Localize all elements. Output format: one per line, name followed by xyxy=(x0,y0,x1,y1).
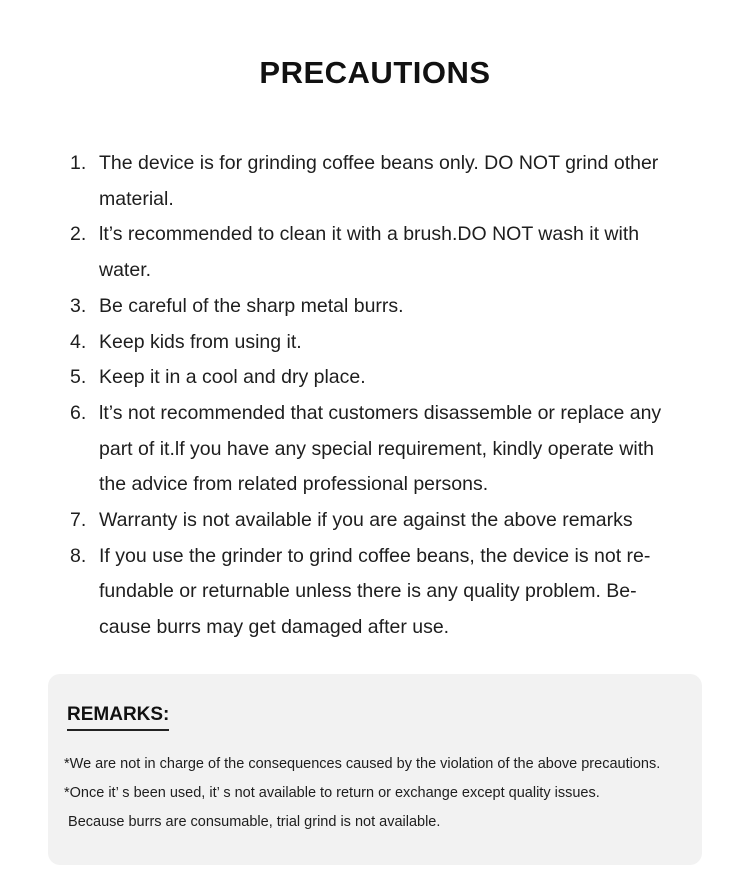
item-text: lt’s not recommended that customers disassemble or replace any part of it.lf you have any special requirement, kindly operate with the advice from related professional persons. xyxy=(99,401,662,496)
page-title: PRECAUTIONS xyxy=(259,55,491,90)
precautions-list xyxy=(70,146,680,646)
item-text: The device is for grinding coffee beans only. DO NOT grind other material. xyxy=(99,152,659,210)
remark-line: *We are not in charge of the consequences caused by the violation of the above precautions. xyxy=(64,756,661,772)
item-number: 6. xyxy=(70,401,87,424)
list-item xyxy=(70,539,680,646)
remark-line: Because burrs are consumable, trial grind is not available. xyxy=(64,814,441,830)
item-number: 2. xyxy=(70,223,87,246)
item-text: Be careful of the sharp metal burrs. xyxy=(99,294,404,317)
item-number: 7. xyxy=(70,509,87,532)
item-number: 8. xyxy=(70,544,87,567)
item-number: 1. xyxy=(70,152,87,174)
item-number: 5. xyxy=(70,366,87,389)
item-number: 4. xyxy=(70,330,87,353)
item-text: lt’s recommended to clean it with a brush.DO NOT wash it with water. xyxy=(99,223,640,282)
list-item xyxy=(70,217,680,288)
remarks-lines xyxy=(64,750,700,837)
item-number: 3. xyxy=(70,294,87,317)
remark-line: *Once it’ s been used, it’ s not available to return or exchange except quality issues. xyxy=(64,785,600,801)
list-item xyxy=(70,396,680,503)
list-item xyxy=(70,289,680,325)
list-item xyxy=(70,146,680,217)
item-text: Warranty is not available if you are against the above remarks xyxy=(99,509,633,532)
item-text: Keep kids from using it. xyxy=(99,330,302,353)
item-text: If you use the grinder to grind coffee beans, the device is not re-fundable or returnable unless there is any quality problem. Be-cause burrs may get damaged after use. xyxy=(99,544,651,639)
list-item xyxy=(70,503,680,539)
list-item xyxy=(70,325,680,361)
list-item xyxy=(70,360,680,396)
remarks-heading: REMARKS: xyxy=(67,704,169,731)
item-text: Keep it in a cool and dry place. xyxy=(99,366,366,389)
remarks-box xyxy=(48,674,702,865)
